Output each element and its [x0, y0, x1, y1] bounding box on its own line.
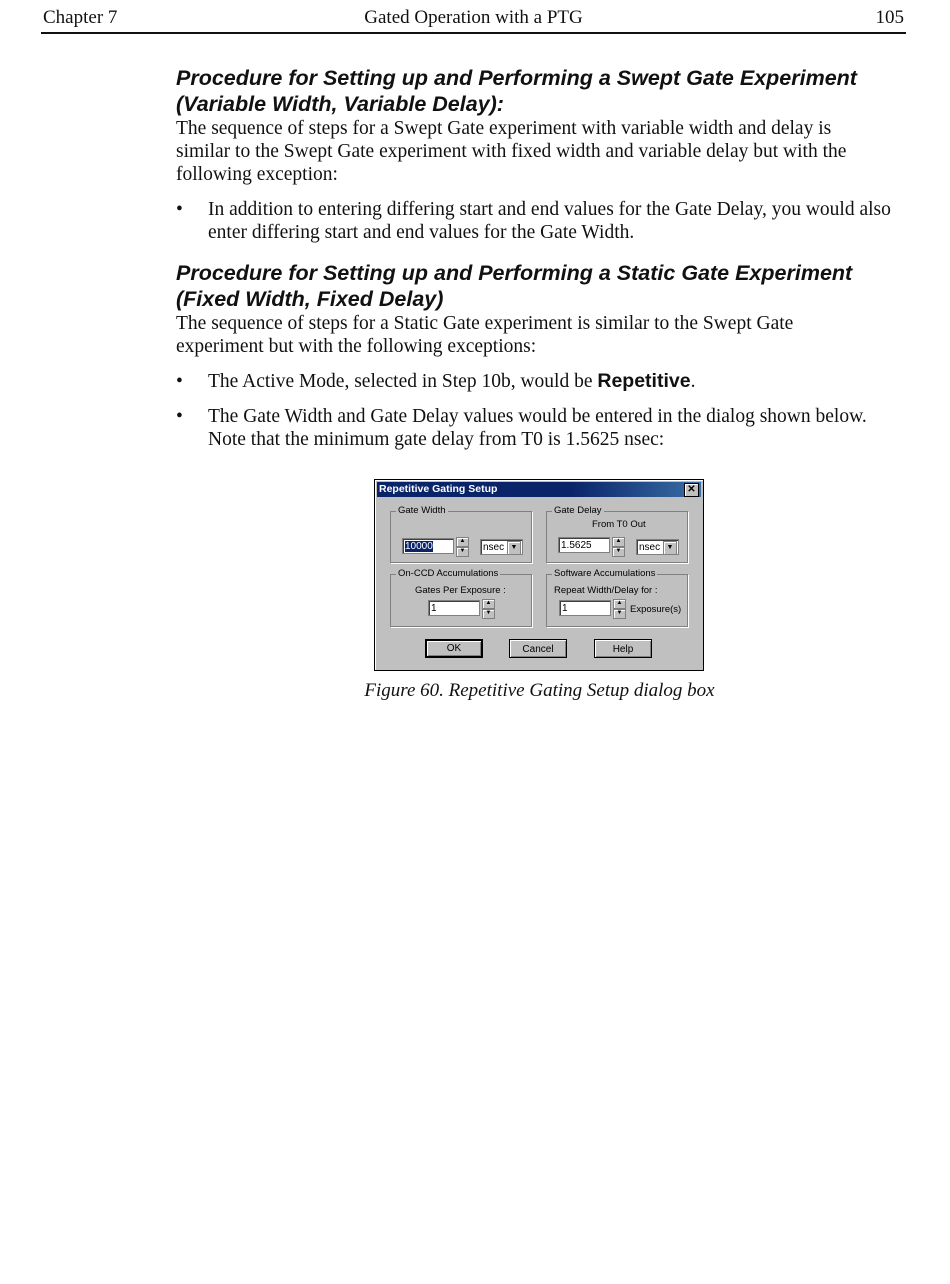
gate-delay-legend: Gate Delay [554, 505, 602, 516]
section2-heading-line1: Procedure for Setting up and Performing a Static Gate Experiment [176, 261, 853, 285]
ok-button[interactable]: OK [425, 639, 483, 658]
exposures-label: Exposure(s) [630, 604, 682, 615]
on-ccd-legend: On-CCD Accumulations [398, 568, 499, 579]
gates-per-exposure-value: 1 [431, 603, 437, 614]
chevron-down-icon[interactable]: ▼ [663, 541, 677, 555]
help-button[interactable]: Help [594, 639, 652, 658]
section2-bullet-1 [176, 370, 898, 393]
on-ccd-group [390, 568, 532, 627]
gate-width-unit: nsec [483, 542, 505, 553]
gate-width-group [390, 505, 532, 563]
gate-delay-spinner[interactable] [612, 537, 625, 555]
gate-width-spinner[interactable] [456, 537, 469, 555]
spin-up-icon[interactable]: ▲ [612, 537, 625, 547]
bullet-glyph: • [176, 199, 183, 220]
spin-up-icon[interactable]: ▲ [456, 537, 469, 547]
section1-heading [176, 65, 898, 117]
section1-heading-line1: Procedure for Setting up and Performing a Swept Gate Experiment [176, 66, 857, 90]
section2-bullet-2 [176, 405, 898, 451]
page-header [41, 6, 906, 34]
bullet-text: The Gate Width and Gate Delay values would be entered in the dialog shown below. Note that the minimum gate delay from T0 is 1.5625 nsec: [208, 406, 867, 450]
chevron-down-icon[interactable]: ▼ [507, 541, 521, 555]
repeat-count-value: 1 [562, 603, 568, 614]
bullet-text: In addition to entering differing start and end values for the Gate Delay, you would also enter differing start and end values for the Gate Width. [208, 199, 891, 243]
gate-delay-input[interactable] [558, 537, 610, 553]
spin-down-icon[interactable]: ▼ [612, 547, 625, 557]
gate-delay-sublabel: From T0 Out [592, 519, 646, 530]
repeat-width-delay-label: Repeat Width/Delay for : [554, 585, 658, 596]
gate-delay-unit: nsec [639, 542, 661, 553]
dialog-title: Repetitive Gating Setup [379, 483, 498, 495]
software-accumulations-group [546, 568, 688, 627]
main-content [176, 65, 898, 451]
gates-per-exposure-label: Gates Per Exposure : [415, 585, 506, 596]
gate-width-input[interactable] [402, 538, 454, 554]
dialog-title-bar [377, 482, 701, 497]
bullet-text-pre: The Active Mode, selected in Step 10b, would be [208, 371, 598, 392]
spin-down-icon[interactable]: ▼ [482, 609, 495, 619]
gate-delay-value: 1.5625 [561, 540, 592, 551]
section2-heading-line2: (Fixed Width, Fixed Delay) [176, 287, 444, 311]
section1-bullet [176, 198, 898, 244]
spin-up-icon[interactable]: ▲ [482, 599, 495, 609]
software-accumulations-legend: Software Accumulations [554, 568, 656, 579]
chapter-label: Chapter 7 [43, 7, 118, 28]
page-number: 105 [875, 7, 904, 28]
gate-delay-unit-select[interactable] [636, 539, 679, 555]
cancel-button[interactable]: Cancel [509, 639, 567, 658]
gates-per-exposure-input[interactable] [428, 600, 480, 616]
bullet-text-post: . [690, 371, 696, 392]
repeat-count-input[interactable] [559, 600, 611, 616]
section2-paragraph: The sequence of steps for a Static Gate experiment is similar to the Swept Gate experiment but with the following exceptions: [176, 313, 794, 357]
repeat-count-spinner[interactable] [613, 599, 626, 617]
section2-heading [176, 260, 898, 312]
gate-width-unit-select[interactable] [480, 539, 523, 555]
bullet-glyph: • [176, 371, 183, 392]
spin-up-icon[interactable]: ▲ [613, 599, 626, 609]
gate-width-legend: Gate Width [398, 505, 446, 516]
bullet-glyph: • [176, 406, 183, 427]
spin-down-icon[interactable]: ▼ [613, 609, 626, 619]
close-icon[interactable]: ✕ [684, 483, 699, 497]
gates-per-exposure-spinner[interactable] [482, 599, 495, 617]
header-title: Gated Operation with a PTG [364, 7, 583, 28]
bullet-text-bold: Repetitive [597, 370, 691, 392]
figure-caption: Figure 60. Repetitive Gating Setup dialog box [364, 680, 715, 701]
section1-paragraph: The sequence of steps for a Swept Gate experiment with variable width and delay is similar to the Swept Gate experiment with fixed width and variable delay but with the following exception: [176, 118, 847, 185]
section1-heading-line2: (Variable Width, Variable Delay): [176, 92, 504, 116]
spin-down-icon[interactable]: ▼ [456, 547, 469, 557]
repetitive-gating-setup-dialog [374, 479, 704, 671]
gate-width-value: 10000 [405, 541, 433, 552]
gate-delay-group [546, 505, 688, 563]
